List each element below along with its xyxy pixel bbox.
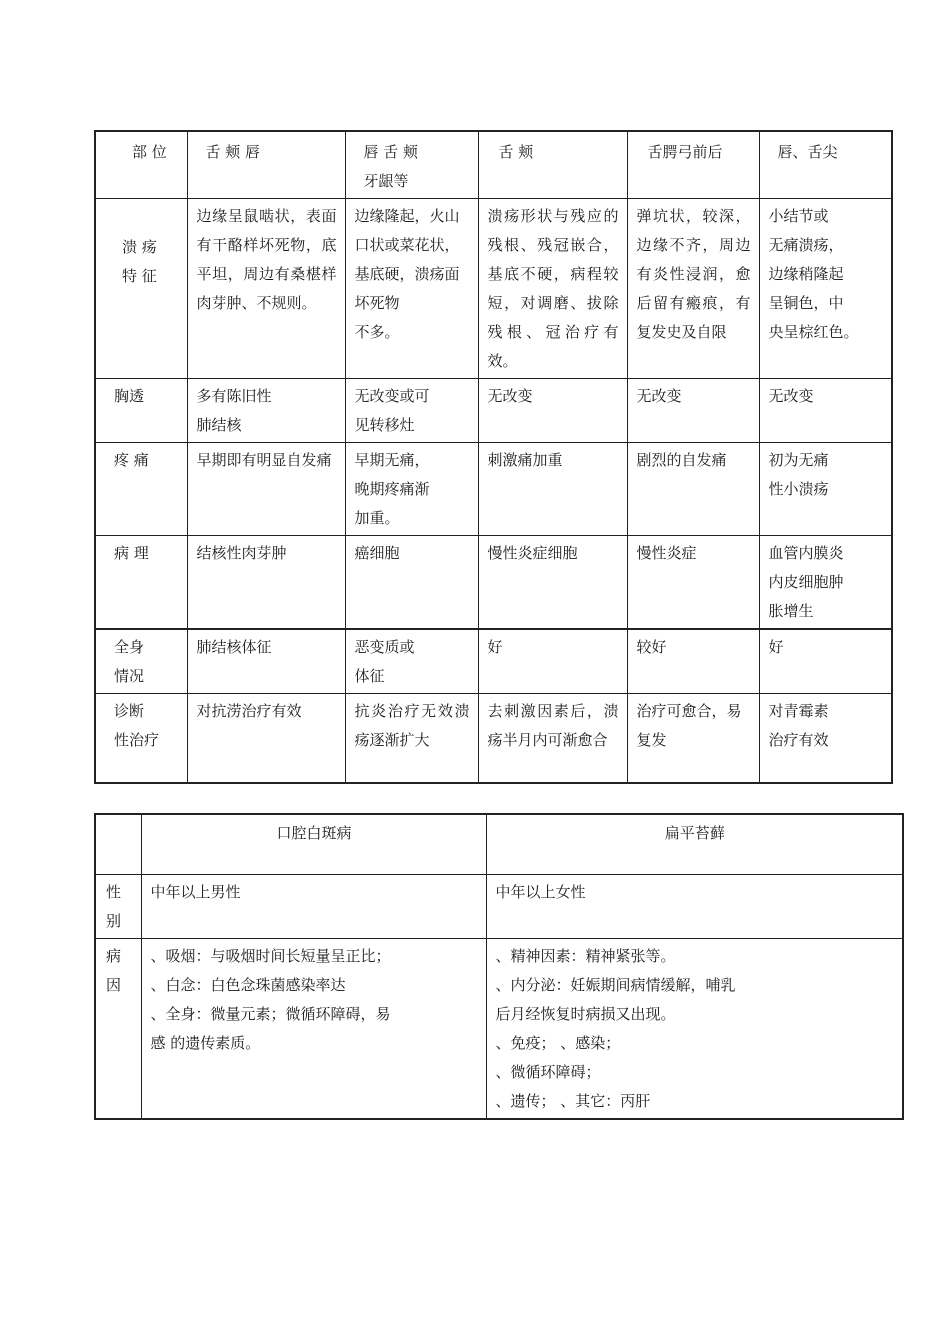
table-cell: 小结节或 无痛溃疡， 边缘稍隆起 呈铜色，中 央呈棕红色。 xyxy=(759,199,892,379)
table-cell: 恶变质或 体征 xyxy=(345,629,478,694)
row-label: 性 别 xyxy=(95,874,141,938)
table-cell: 溃疡形状与残应的残根、残冠嵌合，基底不硬，病程较短，对调磨、拔除残根、冠治疗有效。 xyxy=(478,199,627,379)
table-cell: 无改变或可 见转移灶 xyxy=(345,379,478,443)
table-cell: 早期无痛， 晚期疼痛渐 加重。 xyxy=(345,443,478,536)
header-cell-traumatic: 舌 颊 xyxy=(478,131,627,199)
table-header-row xyxy=(95,131,892,199)
table-cell: 中年以上女性 xyxy=(486,874,903,938)
table-row xyxy=(95,874,903,938)
row-label: 溃 疡 特 征 xyxy=(95,199,187,379)
table-cell: 慢性炎症 xyxy=(627,536,759,630)
table-cell: 癌细胞 xyxy=(345,536,478,630)
table-row xyxy=(95,694,892,783)
table-cell: 慢性炎症细胞 xyxy=(478,536,627,630)
lesion-comparison-table xyxy=(94,130,893,784)
leukoplakia-lichen-table xyxy=(94,813,904,1120)
header-cell-blank xyxy=(95,814,141,874)
table-cell: 抗炎治疗无效溃疡逐渐扩大 xyxy=(345,694,478,783)
table-cell: 去刺激因素后，溃疡半月内可渐愈合 xyxy=(478,694,627,783)
table-cell: 血管内膜炎 内皮细胞肿 胀增生 xyxy=(759,536,892,630)
table-cell: 无改变 xyxy=(627,379,759,443)
table-cell: 多有陈旧性 肺结核 xyxy=(187,379,345,443)
row-label: 病 因 xyxy=(95,938,141,1119)
table-cell: 结核性肉芽肿 xyxy=(187,536,345,630)
table-cell: 无改变 xyxy=(759,379,892,443)
table-cell: 剧烈的自发痛 xyxy=(627,443,759,536)
header-cell-cancer: 唇 舌 颊 牙龈等 xyxy=(345,131,478,199)
row-label: 疼 痛 xyxy=(95,443,187,536)
table-cell: 好 xyxy=(759,629,892,694)
table-cell: 弹坑状，较深，边缘不齐，周边有炎性浸润，愈后留有瘢痕，有复发史及自限 xyxy=(627,199,759,379)
table-row xyxy=(95,938,903,1119)
header-cell-site: 部 位 xyxy=(95,131,187,199)
table-cell: 治疗可愈合，易复发 xyxy=(627,694,759,783)
row-label: 病 理 xyxy=(95,536,187,630)
table-cell: 较好 xyxy=(627,629,759,694)
table-header-row xyxy=(95,814,903,874)
table-cell: 、精神因素：精神紧张等。 、内分泌：妊娠期间病情缓解，哺乳 后月经恢复时病损又出现。 、免疫； 、感染； 、微循环障碍； 、遗传； 、其它：丙肝 xyxy=(486,938,903,1119)
row-label: 全身 情况 xyxy=(95,629,187,694)
table-cell: 好 xyxy=(478,629,627,694)
table-row xyxy=(95,536,892,630)
header-cell-syphilis: 唇、舌尖 xyxy=(759,131,892,199)
table-cell: 初为无痛 性小溃疡 xyxy=(759,443,892,536)
table-cell: 边缘呈鼠啮状，表面有干酪样坏死物，底平坦，周边有桑椹样肉芽肿、不规则。 xyxy=(187,199,345,379)
table-row xyxy=(95,199,892,379)
table-row xyxy=(95,443,892,536)
table-cell: 无改变 xyxy=(478,379,627,443)
table-cell: 刺激痛加重 xyxy=(478,443,627,536)
table-cell: 边缘隆起，火山口状或菜花状，基底硬，溃疡面坏死物 不多。 xyxy=(345,199,478,379)
header-cell-aphthous: 舌腭弓前后 xyxy=(627,131,759,199)
table-cell: 对抗涝治疗有效 xyxy=(187,694,345,783)
table-cell: 早期即有明显自发痛 xyxy=(187,443,345,536)
row-label: 胸透 xyxy=(95,379,187,443)
header-cell-leukoplakia: 口腔白斑病 xyxy=(141,814,486,874)
table-cell: 中年以上男性 xyxy=(141,874,486,938)
table-row xyxy=(95,379,892,443)
table-row xyxy=(95,629,892,694)
header-cell-tb: 舌 颊 唇 xyxy=(187,131,345,199)
header-cell-lichen-planus: 扁平苔藓 xyxy=(486,814,903,874)
table-cell: 对青霉素 治疗有效 xyxy=(759,694,892,783)
row-label: 诊断 性治疗 xyxy=(95,694,187,783)
table-cell: 、吸烟：与吸烟时间长短量呈正比； 、白念：白色念珠菌感染率达 、全身：微量元素；微循环障碍，易 感 的遗传素质。 xyxy=(141,938,486,1119)
table-cell: 肺结核体征 xyxy=(187,629,345,694)
